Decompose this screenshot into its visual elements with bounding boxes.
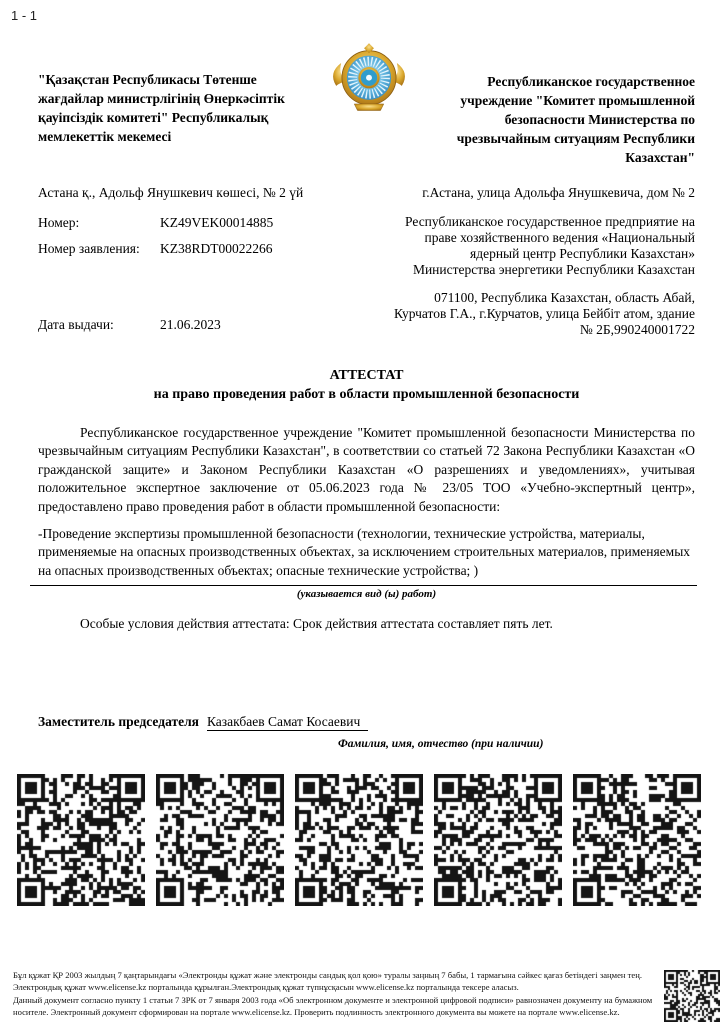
signature-row	[38, 714, 695, 731]
qr-code-3	[295, 774, 423, 906]
permitted-works-text: -Проведение экспертизы промышленной безопасности (технологии, технические устройства, материалы, применяемые на опасных производственных объектах, за исключением строительных материалов, применяемых на опасных производственных объектах; опасные технические устройства; )	[38, 526, 691, 578]
emblem-container	[320, 40, 417, 122]
number-label: Номер:	[38, 215, 80, 230]
document-header	[38, 40, 695, 167]
legal-footer	[13, 969, 720, 1022]
kazakhstan-coat-of-arms-icon	[328, 40, 410, 122]
qr-code-5	[573, 774, 701, 906]
number-value: KZ49VEK00014885	[160, 215, 274, 230]
issue-date-row	[38, 317, 373, 333]
footer-kazakh-line2: Электрондық құжат www.elicense.kz порталында құрылған.Электрондық құжат түпнұсқасын www.elicense.kz порталында тексере аласыз.	[13, 982, 519, 993]
signature-caption: Фамилия, имя, отчество (при наличии)	[338, 737, 544, 750]
recipient-address: 071100, Республика Казахстан, область Абай, Курчатов Г.А., г.Курчатов, улица Бейбіт атом, здание № 2Б,990240001722	[393, 290, 695, 337]
qr-code-4	[434, 774, 562, 906]
qr-code-1	[17, 774, 145, 906]
application-number-label: Номер заявления:	[38, 241, 140, 256]
certificate-title: АТТЕСТАТ	[329, 368, 404, 383]
signatory-name: Казакбаев Самат Косаевич	[207, 714, 368, 731]
works-caption: (указывается вид (ы) работ)	[296, 588, 437, 601]
application-number-value: KZ38RDT00022266	[160, 241, 273, 256]
page-marker: 1 - 1	[11, 8, 38, 23]
certificate-title-block	[38, 366, 695, 404]
application-number-row	[38, 241, 373, 257]
footer-kazakh-line1: Бұл құжат ҚР 2003 жылдың 7 қаңтарындағы «Электронды құжат және электронды сандық қол қою» туралы заңның 7 бабы, 1 тармағына сәйкес қағаз бетіндегі заңмен тең.	[13, 970, 642, 980]
works-underline-rule	[30, 585, 697, 586]
signatory-position: Заместитель председателя	[38, 713, 199, 729]
certificate-body-text: Республиканское государственное учреждение "Комитет промышленной безопасности Министерства по чрезвычайным ситуациям Республики Казахстан", в соответствии со статьей 72 Закона Республики Казахстан «О гражданской защите» и Законом Республики Казахстан «О разрешениях и уведомлениях», учитывая положительное экспертное заключение от 05.06.2023 года № 23/05 ТОО «Учебно-экспертный центр», предоставлено право проведения работ в области промышленной безопасности:	[38, 425, 695, 514]
legal-footer-text	[13, 969, 654, 1018]
info-section	[38, 185, 695, 338]
issuer-address-russian: г.Астана, улица Адольфа Янушкевича, дом № 2	[422, 185, 695, 200]
recipient-organization: Республиканское государственное предприятие на праве хозяйственного ведения «Национальный ядерный центр Республики Казахстан» Министерства энергетики Республики Казахстан	[405, 214, 695, 277]
recipient-details	[389, 185, 695, 338]
footer-russian-line: Данный документ согласно пункту 1 статьи 7 ЗРК от 7 января 2003 года «Об электронном документе и электронной цифровой подписи» равнозначен документу на бумажном носителе. Электронный документ сформирован на портале www.elicense.kz. Проверить подлинность электронного документа вы можете на портале www.elicense.kz.	[13, 994, 653, 1017]
issue-date-label: Дата выдачи:	[38, 317, 114, 332]
footer-verification-qr-code	[664, 970, 720, 1022]
certificate-subtitle: на право проведения работ в области промышленной безопасности	[153, 387, 580, 402]
issuer-details	[38, 185, 373, 338]
issuer-address-kazakh: Астана қ., Адольф Янушкевич көшесі, № 2 үй	[38, 185, 304, 200]
signature-qr-row	[17, 774, 701, 906]
issuer-name-russian: Республиканское государственное учреждение "Комитет промышленной безопасности Министерства по чрезвычайным ситуациям Республики Казахстан"	[456, 74, 695, 165]
issuer-name-kazakh: "Қазақстан Республикасы Төтенше жағдайлар министрлігінің Өнеркәсіптік қауіпсіздік комитеті" Республикалық мемлекеттік мекемесі	[38, 72, 285, 144]
special-conditions-text: Особые условия действия аттестата: Срок действия аттестата составляет пять лет.	[80, 616, 553, 632]
issue-date-value: 21.06.2023	[160, 317, 221, 332]
certificate-number-row	[38, 215, 373, 231]
qr-code-2	[156, 774, 284, 906]
